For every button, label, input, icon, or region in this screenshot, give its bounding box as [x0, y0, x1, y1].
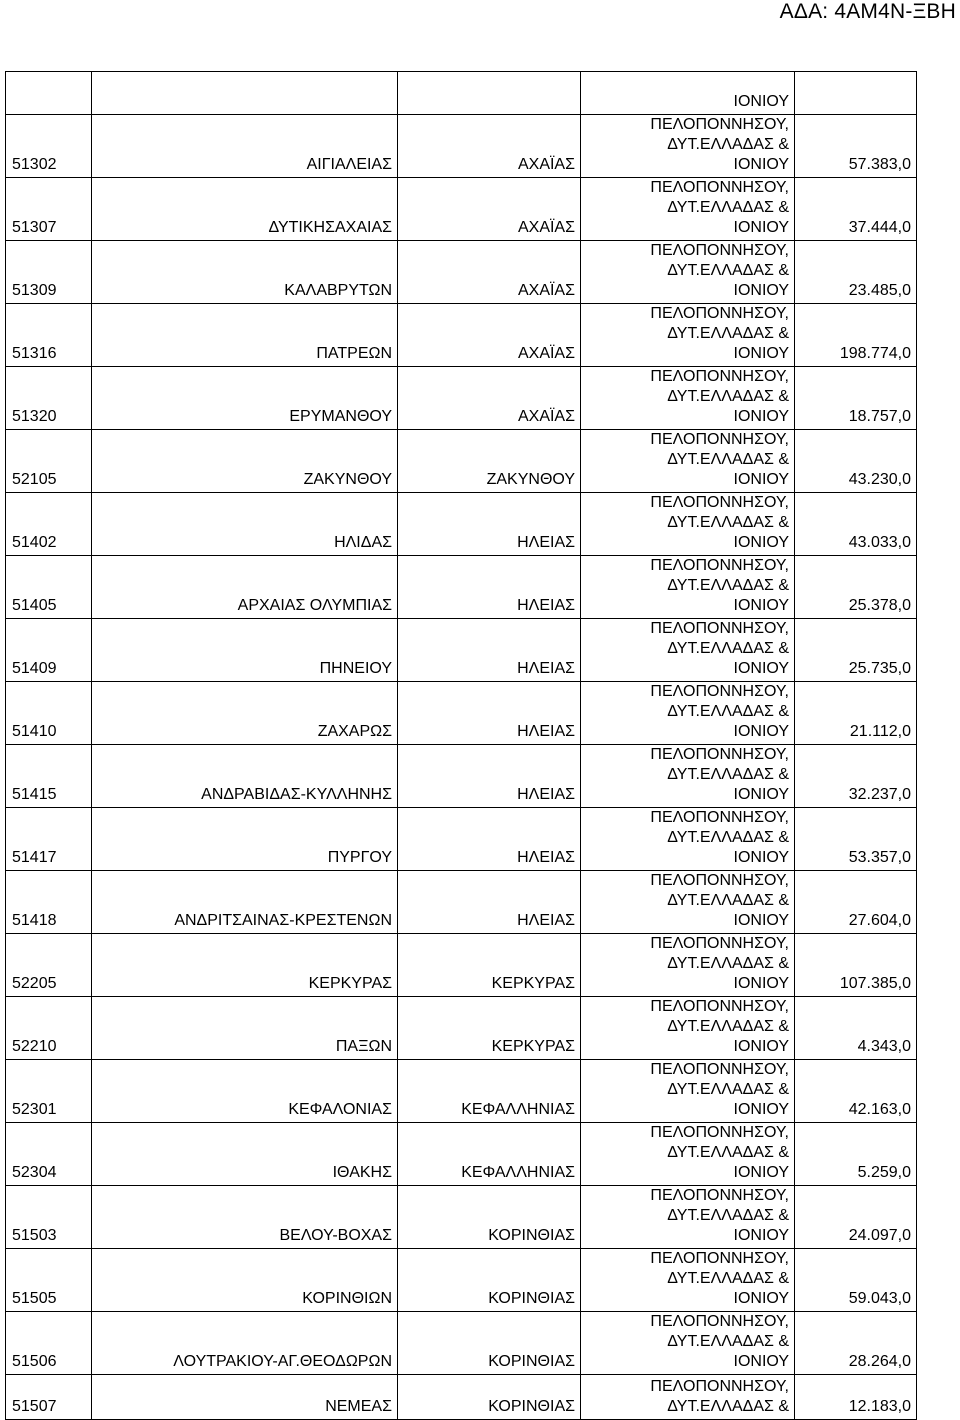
region-line: ΙΟΝΙΟΥ — [733, 156, 789, 173]
value-cell: 5.259,0 — [795, 1123, 917, 1186]
value-cell: 23.485,0 — [795, 241, 917, 304]
region-line: ΔΥΤ.ΕΛΛΑΔΑΣ & — [667, 1018, 789, 1035]
region-line: ΙΟΝΙΟΥ — [733, 1101, 789, 1118]
region-line: ΔΥΤ.ΕΛΛΑΔΑΣ & — [667, 955, 789, 972]
prefecture-cell: ΑΧΑΪΑΣ — [398, 178, 581, 241]
value-cell: 43.033,0 — [795, 493, 917, 556]
code-cell: 52105 — [6, 430, 92, 493]
prefecture-cell: ΚΕΦΑΛΛΗΝΙΑΣ — [398, 1123, 581, 1186]
code-cell: 51418 — [6, 871, 92, 934]
municipality-cell: ΠΗΝΕΙΟΥ — [92, 619, 398, 682]
region-cell — [581, 178, 795, 241]
region-cell — [581, 304, 795, 367]
code-cell: 51402 — [6, 493, 92, 556]
municipality-cell: ΙΘΑΚΗΣ — [92, 1123, 398, 1186]
region-line: ΙΟΝΙΟΥ — [733, 1227, 789, 1244]
region-cell — [581, 997, 795, 1060]
code-cell: 51320 — [6, 367, 92, 430]
region-cell — [581, 619, 795, 682]
value-cell: 24.097,0 — [795, 1186, 917, 1249]
region-cell — [581, 808, 795, 871]
table-body — [6, 72, 917, 1420]
region-line: ΔΥΤ.ΕΛΛΑΔΑΣ & — [667, 640, 789, 657]
prefecture-cell: ΚΕΡΚΥΡΑΣ — [398, 934, 581, 997]
table-row — [6, 115, 917, 178]
region-line: ΔΥΤ.ΕΛΛΑΔΑΣ & — [667, 1207, 789, 1224]
prefecture-cell: ΖΑΚΥΝΘΟΥ — [398, 430, 581, 493]
region-line: ΠΕΛΟΠΟΝΝΗΣΟΥ, — [650, 1187, 789, 1204]
region-line: ΠΕΛΟΠΟΝΝΗΣΟΥ, — [650, 1124, 789, 1141]
region-line: ΠΕΛΟΠΟΝΝΗΣΟΥ, — [650, 1313, 789, 1330]
region-cell — [581, 556, 795, 619]
municipality-cell: ΕΡΥΜΑΝΘΟΥ — [92, 367, 398, 430]
code-cell: 51506 — [6, 1312, 92, 1375]
table-row — [6, 493, 917, 556]
region-line: ΙΟΝΙΟΥ — [733, 912, 789, 929]
region-cell — [581, 241, 795, 304]
region-line: ΠΕΛΟΠΟΝΝΗΣΟΥ, — [650, 368, 789, 385]
region-line: ΙΟΝΙΟΥ — [733, 597, 789, 614]
municipality-cell: ΚΕΡΚΥΡΑΣ — [92, 934, 398, 997]
region-line: ΠΕΛΟΠΟΝΝΗΣΟΥ, — [650, 242, 789, 259]
prefecture-cell: ΗΛΕΙΑΣ — [398, 682, 581, 745]
table-row — [6, 304, 917, 367]
municipality-cell: ΛΟΥΤΡΑΚΙΟΥ-ΑΓ.ΘΕΟΔΩΡΩΝ — [92, 1312, 398, 1375]
code-cell: 51505 — [6, 1249, 92, 1312]
region-line: ΙΟΝΙΟΥ — [733, 786, 789, 803]
code-cell: 51302 — [6, 115, 92, 178]
municipality-cell: ΑΝΔΡΙΤΣΑΙΝΑΣ-ΚΡΕΣΤΕΝΩΝ — [92, 871, 398, 934]
municipality-cell: ΒΕΛΟΥ-ΒΟΧΑΣ — [92, 1186, 398, 1249]
region-cell — [581, 682, 795, 745]
region-cell — [581, 1060, 795, 1123]
table-row — [6, 745, 917, 808]
region-line: ΠΕΛΟΠΟΝΝΗΣΟΥ, — [650, 1250, 789, 1267]
region-cell — [581, 430, 795, 493]
region-line: ΙΟΝΙΟΥ — [733, 723, 789, 740]
prefecture-cell: ΑΧΑΪΑΣ — [398, 367, 581, 430]
value-cell: 28.264,0 — [795, 1312, 917, 1375]
region-line: ΙΟΝΙΟΥ — [733, 1353, 789, 1370]
region-line: ΙΟΝΙΟΥ — [733, 345, 789, 362]
region-line: ΙΟΝΙΟΥ — [733, 849, 789, 866]
region-line: ΔΥΤ.ΕΛΛΑΔΑΣ & — [667, 451, 789, 468]
prefecture-cell: ΗΛΕΙΑΣ — [398, 745, 581, 808]
region-cell — [581, 1123, 795, 1186]
table-row — [6, 430, 917, 493]
code-cell: 51507 — [6, 1375, 92, 1420]
region-line: ΠΕΛΟΠΟΝΝΗΣΟΥ, — [650, 809, 789, 826]
region-line: ΙΟΝΙΟΥ — [733, 975, 789, 992]
prefecture-cell: ΗΛΕΙΑΣ — [398, 556, 581, 619]
value-cell: 57.383,0 — [795, 115, 917, 178]
region-line: ΔΥΤ.ΕΛΛΑΔΑΣ & — [667, 892, 789, 909]
region-line: ΙΟΝΙΟΥ — [733, 660, 789, 677]
region-cell — [581, 367, 795, 430]
region-cell — [581, 493, 795, 556]
region-line: ΠΕΛΟΠΟΝΝΗΣΟΥ, — [650, 620, 789, 637]
code-cell: 52304 — [6, 1123, 92, 1186]
region-line: ΠΕΛΟΠΟΝΝΗΣΟΥ, — [650, 305, 789, 322]
region-cell — [581, 745, 795, 808]
region-cell — [581, 1375, 795, 1420]
region-cell — [581, 1186, 795, 1249]
value-cell: 12.183,0 — [795, 1375, 917, 1420]
region-line: ΙΟΝΙΟΥ — [733, 1290, 789, 1307]
municipality-cell: ΝΕΜΕΑΣ — [92, 1375, 398, 1420]
municipality-cell: ΖΑΚΥΝΘΟΥ — [92, 430, 398, 493]
prefecture-cell: ΚΟΡΙΝΘΙΑΣ — [398, 1186, 581, 1249]
code-cell: 52205 — [6, 934, 92, 997]
region-line: ΠΕΛΟΠΟΝΝΗΣΟΥ, — [650, 431, 789, 448]
value-cell: 53.357,0 — [795, 808, 917, 871]
region-line: ΙΟΝΙΟΥ — [733, 282, 789, 299]
table-row — [6, 619, 917, 682]
prefecture-cell: ΗΛΕΙΑΣ — [398, 619, 581, 682]
region-line: ΔΥΤ.ΕΛΛΑΔΑΣ & — [667, 703, 789, 720]
region-cell — [581, 1249, 795, 1312]
municipality-cell: ΠΥΡΓΟΥ — [92, 808, 398, 871]
municipality-cell: ΑΝΔΡΑΒΙΔΑΣ-ΚΥΛΛΗΝΗΣ — [92, 745, 398, 808]
code-cell: 51417 — [6, 808, 92, 871]
municipality-cell: ΖΑΧΑΡΩΣ — [92, 682, 398, 745]
region-line: ΙΟΝΙΟΥ — [733, 219, 789, 236]
municipality-cell: ΚΕΦΑΛΟΝΙΑΣ — [92, 1060, 398, 1123]
region-line: ΔΥΤ.ΕΛΛΑΔΑΣ & — [667, 1144, 789, 1161]
region-line: ΠΕΛΟΠΟΝΝΗΣΟΥ, — [650, 1378, 789, 1395]
table-row — [6, 1123, 917, 1186]
region-line: ΔΥΤ.ΕΛΛΑΔΑΣ & — [667, 829, 789, 846]
code-cell: 51410 — [6, 682, 92, 745]
value-cell: 21.112,0 — [795, 682, 917, 745]
region-line: ΠΕΛΟΠΟΝΝΗΣΟΥ, — [650, 998, 789, 1015]
region-cell — [581, 934, 795, 997]
region-line: ΙΟΝΙΟΥ — [733, 93, 789, 110]
region-cell — [581, 871, 795, 934]
value-cell: 18.757,0 — [795, 367, 917, 430]
prefecture-cell: ΗΛΕΙΑΣ — [398, 493, 581, 556]
code-cell: 51316 — [6, 304, 92, 367]
region-line: ΠΕΛΟΠΟΝΝΗΣΟΥ, — [650, 935, 789, 952]
code-cell: 52301 — [6, 1060, 92, 1123]
municipality-cell: ΚΑΛΑΒΡΥΤΩΝ — [92, 241, 398, 304]
table-row — [6, 808, 917, 871]
region-line: ΠΕΛΟΠΟΝΝΗΣΟΥ, — [650, 116, 789, 133]
code-cell: 51309 — [6, 241, 92, 304]
region-line: ΠΕΛΟΠΟΝΝΗΣΟΥ, — [650, 557, 789, 574]
region-line: ΔΥΤ.ΕΛΛΑΔΑΣ & — [667, 514, 789, 531]
code-cell — [6, 72, 92, 115]
value-cell: 37.444,0 — [795, 178, 917, 241]
region-cell — [581, 115, 795, 178]
region-line: ΔΥΤ.ΕΛΛΑΔΑΣ & — [667, 199, 789, 216]
municipality-cell — [92, 72, 398, 115]
prefecture-cell — [398, 72, 581, 115]
table-row — [6, 178, 917, 241]
region-line: ΔΥΤ.ΕΛΛΑΔΑΣ & — [667, 325, 789, 342]
table-row — [6, 871, 917, 934]
municipality-cell: ΠΑΤΡΕΩΝ — [92, 304, 398, 367]
value-cell: 42.163,0 — [795, 1060, 917, 1123]
region-line: ΙΟΝΙΟΥ — [733, 471, 789, 488]
prefecture-cell: ΑΧΑΪΑΣ — [398, 115, 581, 178]
municipality-table — [5, 71, 917, 1420]
region-cell — [581, 72, 795, 115]
region-line: ΙΟΝΙΟΥ — [733, 1038, 789, 1055]
table-row — [6, 1060, 917, 1123]
prefecture-cell: ΗΛΕΙΑΣ — [398, 808, 581, 871]
value-cell: 59.043,0 — [795, 1249, 917, 1312]
table-row — [6, 682, 917, 745]
region-line: ΠΕΛΟΠΟΝΝΗΣΟΥ, — [650, 494, 789, 511]
code-cell: 51409 — [6, 619, 92, 682]
table-row-continuation — [6, 72, 917, 115]
region-line: ΠΕΛΟΠΟΝΝΗΣΟΥ, — [650, 1061, 789, 1078]
region-line: ΔΥΤ.ΕΛΛΑΔΑΣ & — [667, 1270, 789, 1287]
region-line: ΔΥΤ.ΕΛΛΑΔΑΣ & — [667, 262, 789, 279]
table-row — [6, 934, 917, 997]
region-line: ΙΟΝΙΟΥ — [733, 408, 789, 425]
prefecture-cell: ΚΟΡΙΝΘΙΑΣ — [398, 1312, 581, 1375]
prefecture-cell: ΚΟΡΙΝΘΙΑΣ — [398, 1375, 581, 1420]
region-line: ΠΕΛΟΠΟΝΝΗΣΟΥ, — [650, 179, 789, 196]
region-line: ΔΥΤ.ΕΛΛΑΔΑΣ & — [667, 577, 789, 594]
region-line: ΙΟΝΙΟΥ — [733, 1164, 789, 1181]
table-row — [6, 1375, 917, 1420]
table-row — [6, 1249, 917, 1312]
region-line: ΙΟΝΙΟΥ — [733, 534, 789, 551]
region-line: ΔΥΤ.ΕΛΛΑΔΑΣ & — [667, 388, 789, 405]
value-cell: 198.774,0 — [795, 304, 917, 367]
region-line: ΔΥΤ.ΕΛΛΑΔΑΣ & — [667, 136, 789, 153]
value-cell: 25.735,0 — [795, 619, 917, 682]
region-line: ΠΕΛΟΠΟΝΝΗΣΟΥ, — [650, 746, 789, 763]
municipality-cell: ΠΑΞΩΝ — [92, 997, 398, 1060]
region-line: ΔΥΤ.ΕΛΛΑΔΑΣ & — [667, 1398, 789, 1415]
value-cell: 32.237,0 — [795, 745, 917, 808]
prefecture-cell: ΗΛΕΙΑΣ — [398, 871, 581, 934]
prefecture-cell: ΑΧΑΪΑΣ — [398, 304, 581, 367]
region-line: ΔΥΤ.ΕΛΛΑΔΑΣ & — [667, 1081, 789, 1098]
value-cell: 43.230,0 — [795, 430, 917, 493]
table-row — [6, 241, 917, 304]
code-cell: 51503 — [6, 1186, 92, 1249]
region-line: ΔΥΤ.ΕΛΛΑΔΑΣ & — [667, 766, 789, 783]
prefecture-cell: ΚΟΡΙΝΘΙΑΣ — [398, 1249, 581, 1312]
table-row — [6, 367, 917, 430]
region-line: ΠΕΛΟΠΟΝΝΗΣΟΥ, — [650, 872, 789, 889]
value-cell: 4.343,0 — [795, 997, 917, 1060]
table-row — [6, 997, 917, 1060]
municipality-cell: ΔΥΤΙΚΗΣΑΧΑΙΑΣ — [92, 178, 398, 241]
municipality-cell: ΚΟΡΙΝΘΙΩΝ — [92, 1249, 398, 1312]
table-row — [6, 1186, 917, 1249]
ada-header: ΑΔΑ: 4ΑΜ4Ν-ΞΒΗ — [779, 0, 956, 23]
prefecture-cell: ΚΕΡΚΥΡΑΣ — [398, 997, 581, 1060]
code-cell: 51307 — [6, 178, 92, 241]
code-cell: 51415 — [6, 745, 92, 808]
region-line: ΠΕΛΟΠΟΝΝΗΣΟΥ, — [650, 683, 789, 700]
value-cell: 27.604,0 — [795, 871, 917, 934]
value-cell: 25.378,0 — [795, 556, 917, 619]
municipality-cell: ΑΡΧΑΙΑΣ ΟΛΥΜΠΙΑΣ — [92, 556, 398, 619]
municipality-cell: ΑΙΓΙΑΛΕΙΑΣ — [92, 115, 398, 178]
region-cell — [581, 1312, 795, 1375]
prefecture-cell: ΑΧΑΪΑΣ — [398, 241, 581, 304]
table-row — [6, 1312, 917, 1375]
value-cell — [795, 72, 917, 115]
table-row — [6, 556, 917, 619]
region-line: ΔΥΤ.ΕΛΛΑΔΑΣ & — [667, 1333, 789, 1350]
value-cell: 107.385,0 — [795, 934, 917, 997]
code-cell: 52210 — [6, 997, 92, 1060]
municipality-cell: ΗΛΙΔΑΣ — [92, 493, 398, 556]
code-cell: 51405 — [6, 556, 92, 619]
prefecture-cell: ΚΕΦΑΛΛΗΝΙΑΣ — [398, 1060, 581, 1123]
